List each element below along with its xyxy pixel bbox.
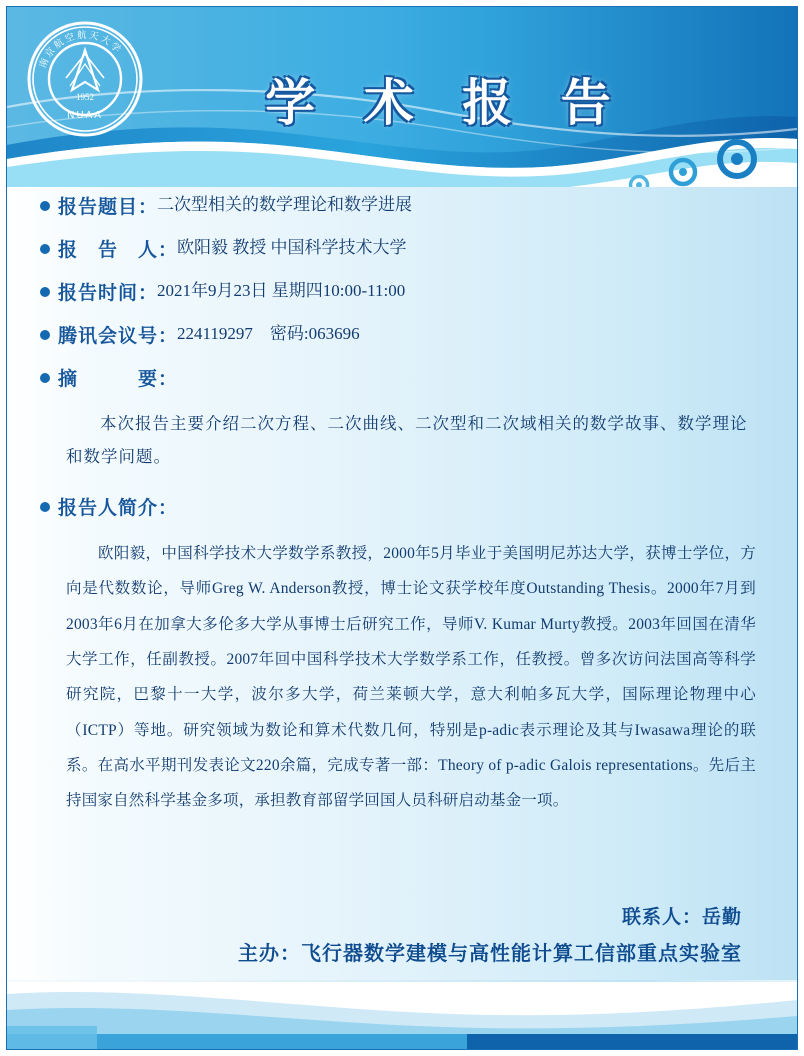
field-separator: ：: [158, 326, 178, 347]
field-value: 2021年9月23日 星期四10:00-11:00: [157, 281, 406, 300]
svg-text:1952: 1952: [76, 92, 94, 102]
abstract-text: 本次报告主要介绍二次方程、二次曲线、二次型和二次域相关的数学故事、数学理论和数学问题。: [66, 414, 748, 466]
field-separator: ：: [158, 240, 178, 261]
field-label: 报告时间: [58, 283, 139, 304]
page-title: 学 术 报 告: [265, 75, 629, 131]
field-label: 报 告 人: [58, 240, 159, 261]
field-label: 腾讯会议号: [58, 326, 159, 347]
svg-text:南京航空航天大学: 南京航空航天大学: [38, 30, 124, 70]
bio-separator: ：: [158, 498, 178, 519]
field-value: 欧阳毅 教授 中国科学技术大学: [177, 238, 407, 257]
field-value: 224119297 密码:063696: [177, 324, 360, 343]
footer-host: 主办：飞行器数学建模与高性能计算工信部重点实验室: [238, 943, 742, 965]
bio-text: 欧阳毅，中国科学技术大学数学系教授，2000年5月毕业于美国明尼苏达大学，获博士学位，方向是代数数论，导师Greg W. Anderson教授，博士论文获学校年度Outstanding Thesis。2000年7月到2003年6月在加拿大多伦多大学从事博士后研究工作，导师V. Kumar Murty教授。2003年回国在清华大学工作，任副教授。2007年回中国科学技术大学数学系工作，任教授。曾多次访问法国高等科学研究院，巴黎十一大学，波尔多大学，荷兰莱顿大学，意大利帕多瓦大学，国际理论物理中心（ICTP）等地。研究领域为数论和算术代数几何，特别是p-adic表示理论及其与Iwasawa理论的联系。在高水平期刊发表论文220余篇，完成专著一部：Theory of p-adic Galois representations。先后主持国家自然科学基金多项，承担教育部留学回国人员科研启动基金一项。: [66, 545, 756, 810]
poster-border: [6, 6, 798, 1050]
abstract-label: 摘 要: [58, 369, 159, 390]
footer-contact: 联系人：岳勤: [621, 907, 742, 928]
field-label: 报告题目: [58, 197, 139, 218]
field-value: 二次型相关的数学理论和数学进展: [157, 195, 413, 214]
field-separator: ：: [138, 283, 158, 304]
field-separator: ：: [138, 197, 158, 218]
bio-label: 报告人简介: [58, 498, 159, 519]
abstract-separator: ：: [158, 369, 178, 390]
svg-text:NUAA: NUAA: [67, 110, 103, 121]
